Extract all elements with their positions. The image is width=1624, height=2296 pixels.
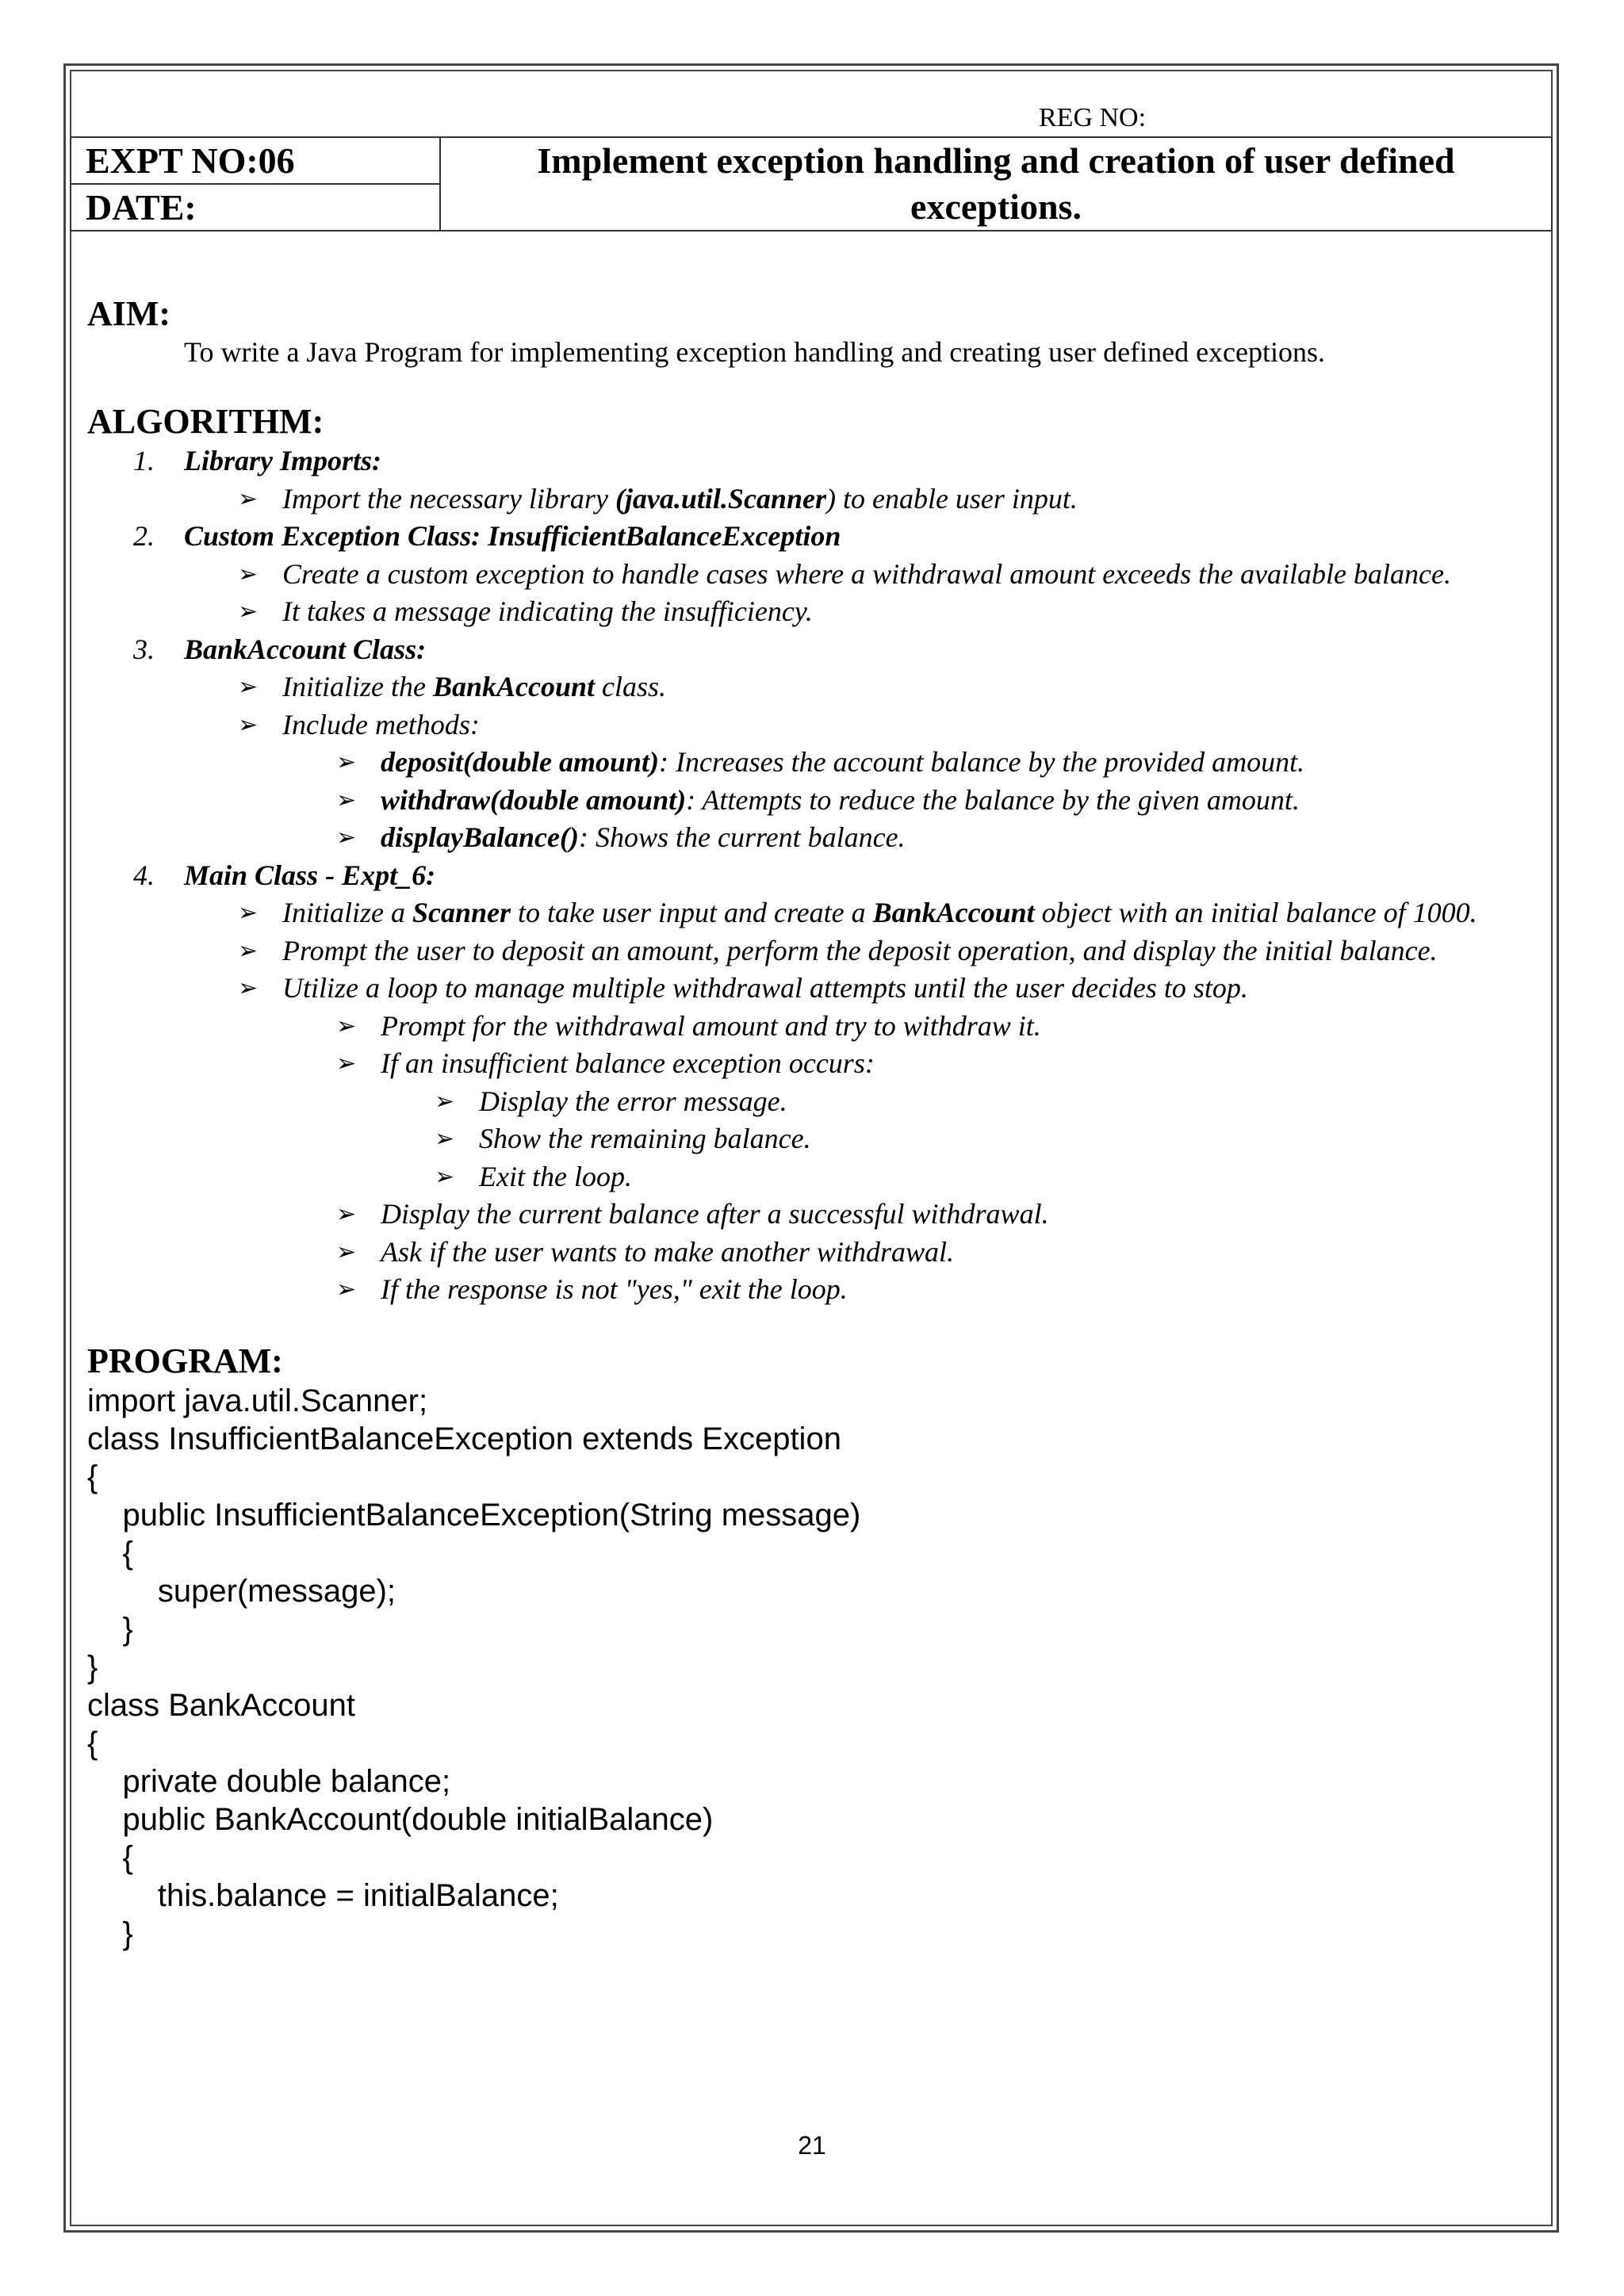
step-title: Custom Exception Class: InsufficientBalanceException — [184, 520, 841, 552]
list-item: ➢ Exit the loop. — [381, 1158, 1530, 1196]
step-title: Library Imports: — [184, 445, 382, 476]
step-number: 3. — [133, 633, 155, 665]
aim-heading: AIM: — [87, 294, 171, 333]
list-item: ➢ Initialize the BankAccount class. — [184, 668, 1530, 706]
list-item: ➢ Display the current balance after a successful withdrawal. — [282, 1196, 1530, 1234]
document-body — [87, 293, 1530, 1953]
step-number: 2. — [133, 520, 155, 552]
list-item: ➢ Utilize a loop to manage multiple withdrawal attempts until the user decides to stop. ➢ Prompt for the withdrawal amount and try to withdraw it. ➢ If an insufficient balance exception occurs: ➢ Display the error message. ➢ Show the remaining balance. ➢ Exit the loop. ➢ Display the current balance after a successful withdrawal. ➢ Ask if the user wants to make another withdrawal. ➢ If the response is not "yes," exit the loop. — [184, 970, 1530, 1309]
program-heading: PROGRAM: — [87, 1341, 283, 1380]
algorithm-step-2 — [87, 518, 1530, 631]
list-item: ➢ Display the error message. — [381, 1083, 1530, 1121]
list-item: ➢ If the response is not "yes," exit the loop. — [282, 1271, 1530, 1309]
list-item: ➢ Include methods: ➢ deposit(double amount): Increases the account balance by the provided amount. ➢ withdraw(double amount): Attempts to reduce the balance by the given amount. ➢ displayBalance(): Shows the current balance. — [184, 706, 1530, 857]
step-title: BankAccount Class: — [184, 633, 427, 665]
algorithm-step-3 — [87, 631, 1530, 857]
expt-no: EXPT NO:06 — [71, 137, 440, 184]
list-item: ➢ It takes a message indicating the insufficiency. — [184, 593, 1530, 631]
list-item: ➢ withdraw(double amount): Attempts to reduce the balance by the given amount. — [282, 782, 1530, 820]
experiment-header — [70, 136, 1553, 232]
list-item: ➢ Prompt for the withdrawal amount and try to withdraw it. — [282, 1008, 1530, 1046]
list-item: ➢ If an insufficient balance exception occurs: ➢ Display the error message. ➢ Show the remaining balance. ➢ Exit the loop. — [282, 1045, 1530, 1196]
list-item: ➢ Ask if the user wants to make another withdrawal. — [282, 1234, 1530, 1272]
step-number: 1. — [133, 445, 155, 476]
list-item: ➢ Prompt the user to deposit an amount, perform the deposit operation, and display the initial balance. — [184, 932, 1530, 970]
list-item: ➢ Create a custom exception to handle cases where a withdrawal amount exceeds the available balance. — [184, 556, 1530, 594]
date-label: DATE: — [71, 184, 440, 231]
list-item: ➢ displayBalance(): Shows the current balance. — [282, 819, 1530, 857]
program-code: import java.util.Scanner; class InsufficientBalanceException extends Exception { public InsufficientBalanceException(String message) { super(message); } } class BankAccount { private double balance; public BankAccount(double initialBalance) { this.balance = initialBalance; } — [87, 1383, 861, 1951]
aim-text: To write a Java Program for implementing exception handling and creating user defined exceptions. — [184, 336, 1326, 368]
algorithm-step-1 — [87, 442, 1530, 518]
step-number: 4. — [133, 859, 155, 891]
step-title: Main Class - Expt_6: — [184, 859, 436, 891]
list-item: ➢ Initialize a Scanner to take user input and create a BankAccount object with an initial balance of 1000. — [184, 894, 1530, 932]
experiment-title: Implement exception handling and creation of user defined exceptions. — [440, 137, 1552, 231]
algorithm-steps — [87, 442, 1530, 1309]
list-item: ➢ Import the necessary library (java.util.Scanner) to enable user input. — [184, 480, 1530, 519]
reg-no-label: REG NO: — [1039, 103, 1147, 132]
algorithm-step-4 — [87, 857, 1530, 1309]
list-item: ➢ Show the remaining balance. — [381, 1120, 1530, 1158]
list-item: ➢ deposit(double amount): Increases the account balance by the provided amount. — [282, 744, 1530, 782]
page-number: 21 — [798, 2131, 826, 2160]
algorithm-heading: ALGORITHM: — [87, 402, 324, 441]
